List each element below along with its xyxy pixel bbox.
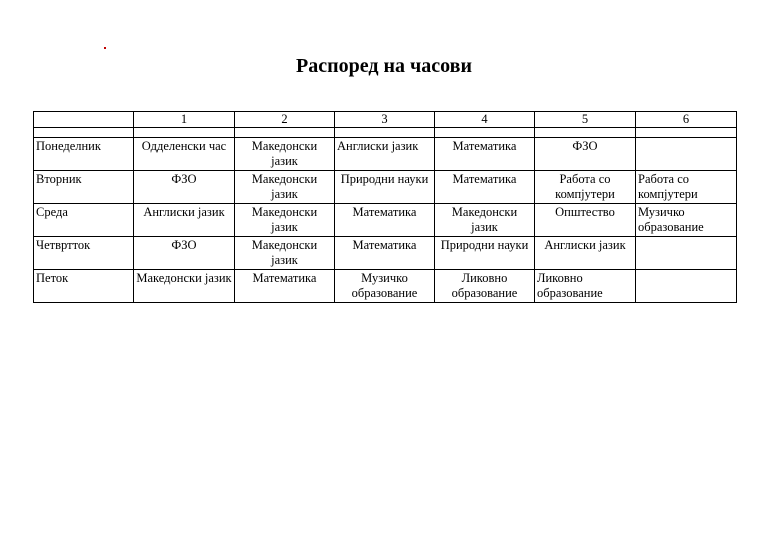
day-cell: Понеделник (34, 138, 134, 171)
lesson-cell: Македонски јазик (235, 171, 335, 204)
lesson-cell (636, 237, 737, 270)
day-cell: Вторник (34, 171, 134, 204)
table-row (34, 138, 737, 171)
spacer-row (34, 128, 737, 138)
lesson-cell: Музичко образование (636, 204, 737, 237)
lesson-cell: Македонски јазик (235, 138, 335, 171)
lesson-cell: ФЗО (134, 237, 235, 270)
lesson-cell: Македонски јазик (435, 204, 535, 237)
lesson-cell: Математика (335, 204, 435, 237)
empty-cell (535, 128, 636, 138)
header-cell: 6 (636, 112, 737, 128)
lesson-cell: Работа со компјутери (636, 171, 737, 204)
lesson-cell: Работа со компјутери (535, 171, 636, 204)
empty-cell (636, 128, 737, 138)
lesson-cell (636, 270, 737, 303)
lesson-cell: Математика (335, 237, 435, 270)
table-row (34, 237, 737, 270)
header-cell: 5 (535, 112, 636, 128)
empty-cell (335, 128, 435, 138)
page-title: Распоред на часови (296, 55, 472, 77)
schedule-table (33, 111, 737, 303)
header-cell: 1 (134, 112, 235, 128)
lesson-cell: ФЗО (535, 138, 636, 171)
empty-cell (134, 128, 235, 138)
lesson-cell: Ликовно образование (535, 270, 636, 303)
lesson-cell (636, 138, 737, 171)
lesson-cell: Англиски јазик (535, 237, 636, 270)
empty-cell (435, 128, 535, 138)
lesson-cell: Природни науки (435, 237, 535, 270)
lesson-cell: Математика (435, 171, 535, 204)
lesson-cell: Општество (535, 204, 636, 237)
lesson-cell: Одделенски час (134, 138, 235, 171)
day-cell: Среда (34, 204, 134, 237)
lesson-cell: Македонски јазик (235, 237, 335, 270)
header-cell: 3 (335, 112, 435, 128)
lesson-cell: Македонски јазик (235, 204, 335, 237)
header-cell (34, 112, 134, 128)
lesson-cell: Македонски јазик (134, 270, 235, 303)
lesson-cell: Математика (435, 138, 535, 171)
table-row (34, 270, 737, 303)
table-row (34, 204, 737, 237)
lesson-cell: Англиски јазик (134, 204, 235, 237)
lesson-cell: Музичко образование (335, 270, 435, 303)
lesson-cell: Природни науки (335, 171, 435, 204)
lesson-cell: ФЗО (134, 171, 235, 204)
empty-cell (34, 128, 134, 138)
red-dot-marker (104, 47, 106, 49)
header-cell: 4 (435, 112, 535, 128)
day-cell: Петок (34, 270, 134, 303)
lesson-cell: Ликовно образование (435, 270, 535, 303)
day-cell: Четвртток (34, 237, 134, 270)
empty-cell (235, 128, 335, 138)
table-row (34, 171, 737, 204)
lesson-cell: Англиски јазик (335, 138, 435, 171)
lesson-cell: Математика (235, 270, 335, 303)
header-cell: 2 (235, 112, 335, 128)
header-row (34, 112, 737, 128)
